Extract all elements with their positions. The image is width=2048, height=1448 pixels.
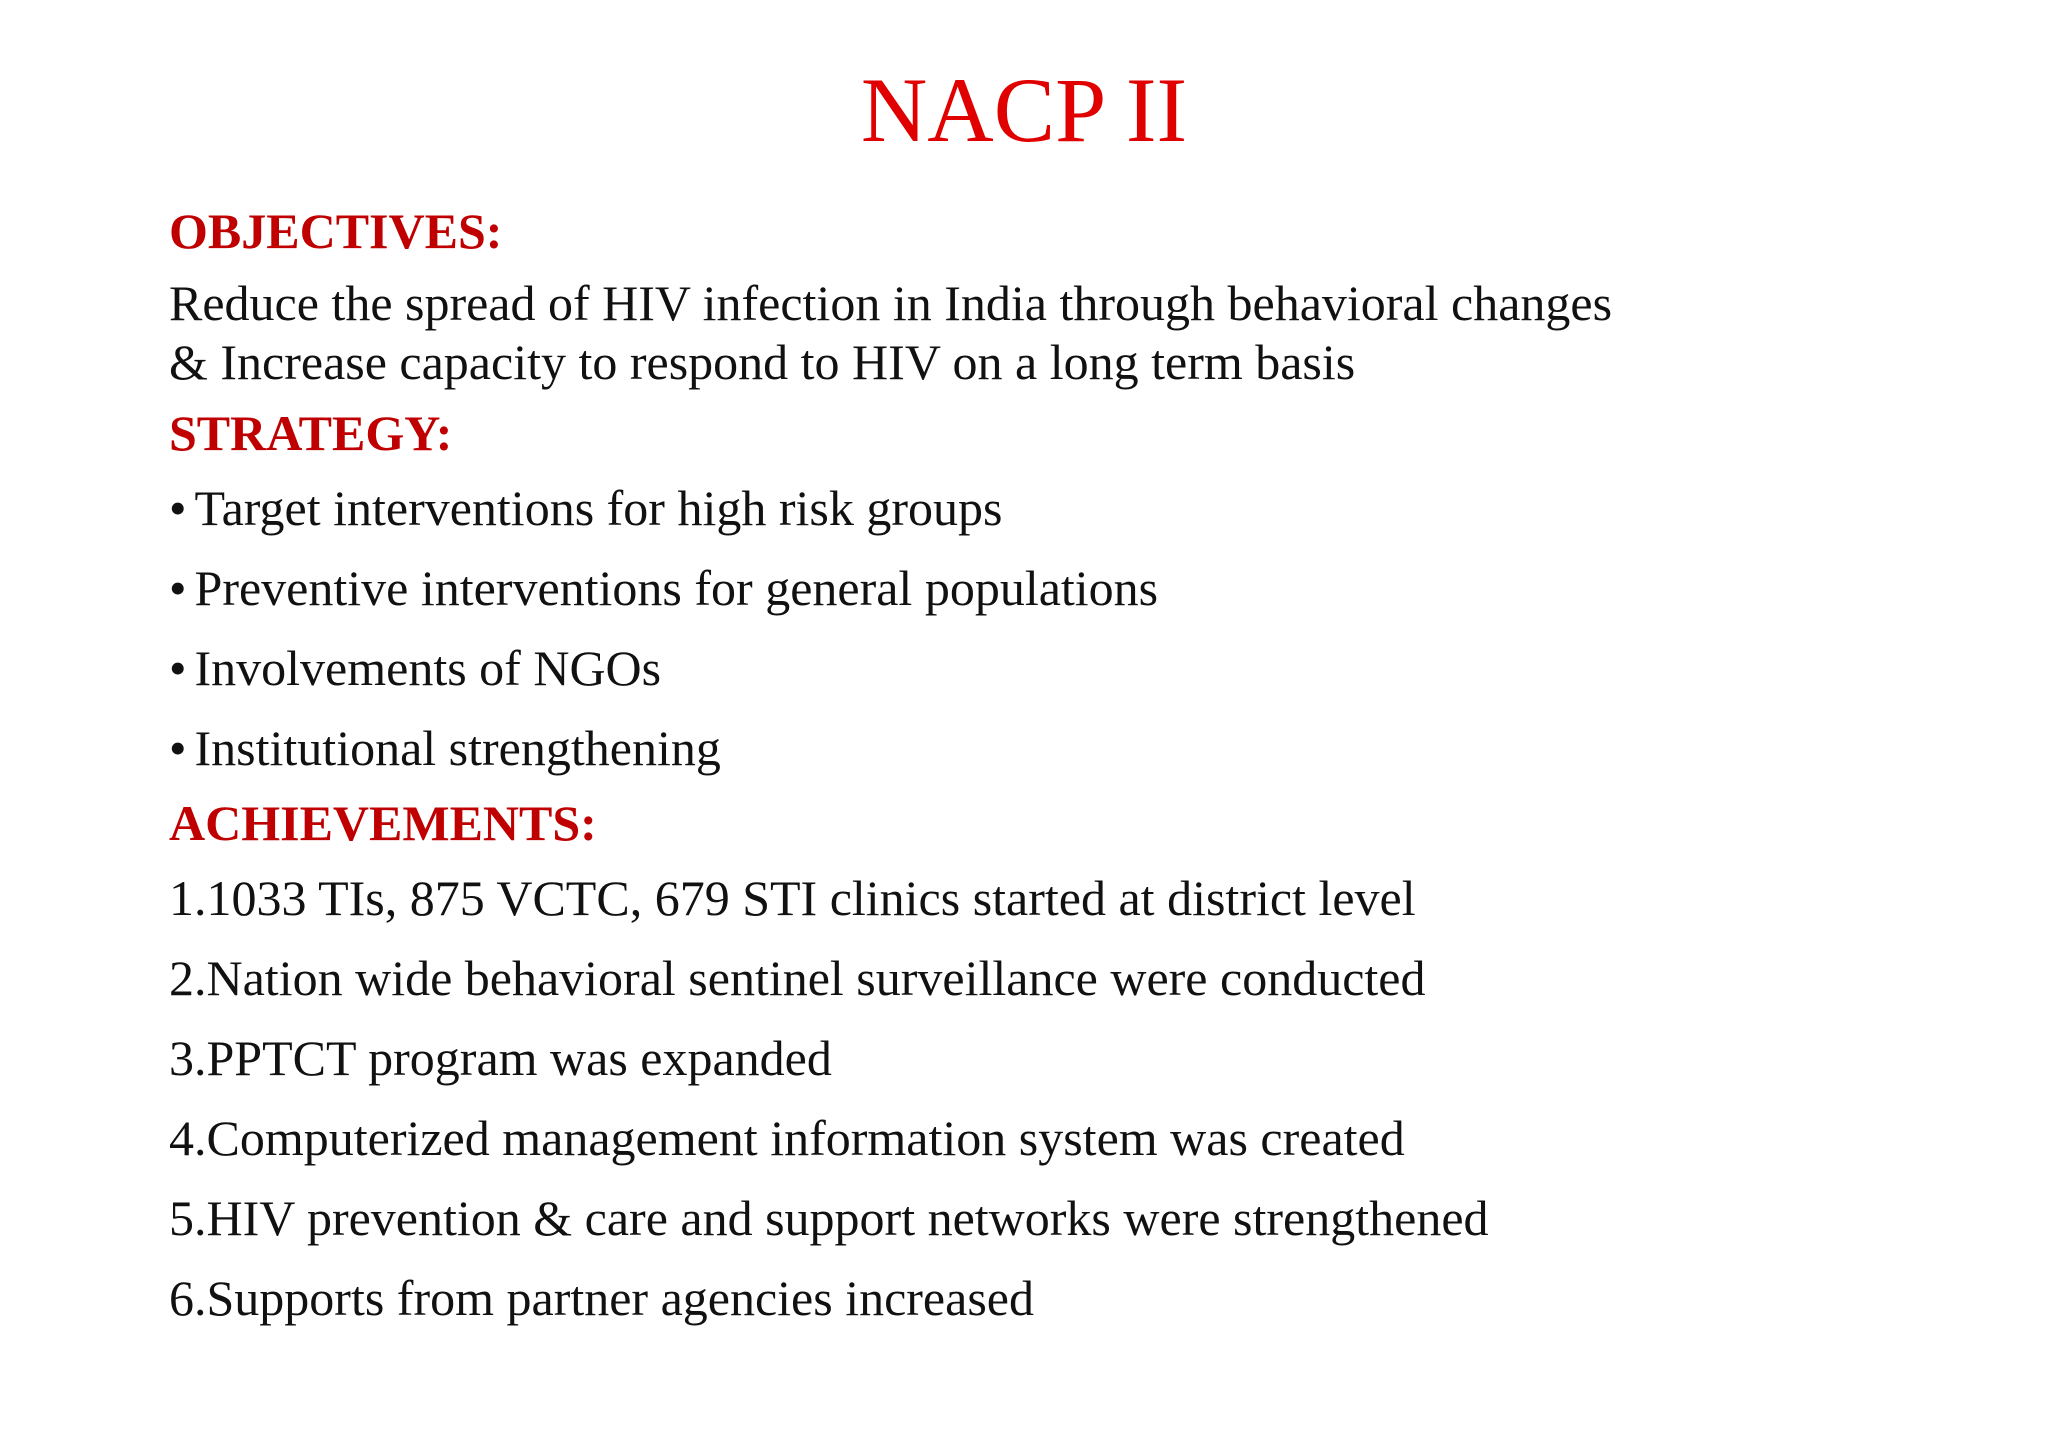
achievement-item: 4.Computerized management information system was created	[169, 1110, 1405, 1166]
objectives-line: & Increase capacity to respond to HIV on a long term basis	[169, 334, 1356, 390]
achievement-item: 2.Nation wide behavioral sentinel surveillance were conducted	[169, 950, 1426, 1006]
strategy-item-text: Involvements of NGOs	[194, 640, 662, 696]
bullet-icon: •	[169, 560, 187, 616]
achievements-list	[169, 858, 2009, 1338]
strategy-item	[169, 548, 2009, 628]
objectives-line: Reduce the spread of HIV infection in India through behavioral changes	[169, 275, 1613, 331]
bullet-icon: •	[169, 720, 187, 776]
strategy-list	[169, 468, 2009, 788]
achievement-item: 6.Supports from partner agencies increased	[169, 1270, 1034, 1326]
achievement-item: 3.PPTCT program was expanded	[169, 1030, 832, 1086]
strategy-item	[169, 628, 2009, 708]
objectives-text	[169, 274, 2009, 392]
strategy-item	[169, 708, 2009, 788]
strategy-item	[169, 468, 2009, 548]
achievement-item: 1.1033 TIs, 875 VCTC, 679 STI clinics started at district level	[169, 870, 1416, 926]
slide-content	[169, 196, 2009, 1338]
bullet-icon: •	[169, 640, 187, 696]
strategy-item-text: Target interventions for high risk groups	[194, 480, 1003, 536]
bullet-icon: •	[169, 480, 187, 536]
strategy-item-text: Preventive interventions for general populations	[194, 560, 1159, 616]
objectives-heading: OBJECTIVES:	[169, 203, 503, 259]
achievements-heading: ACHIEVEMENTS:	[169, 795, 597, 851]
slide-title: NACP II	[860, 59, 1188, 161]
strategy-heading: STRATEGY:	[169, 405, 453, 461]
achievement-item: 5.HIV prevention & care and support networks were strengthened	[169, 1190, 1489, 1246]
strategy-item-text: Institutional strengthening	[194, 720, 721, 776]
